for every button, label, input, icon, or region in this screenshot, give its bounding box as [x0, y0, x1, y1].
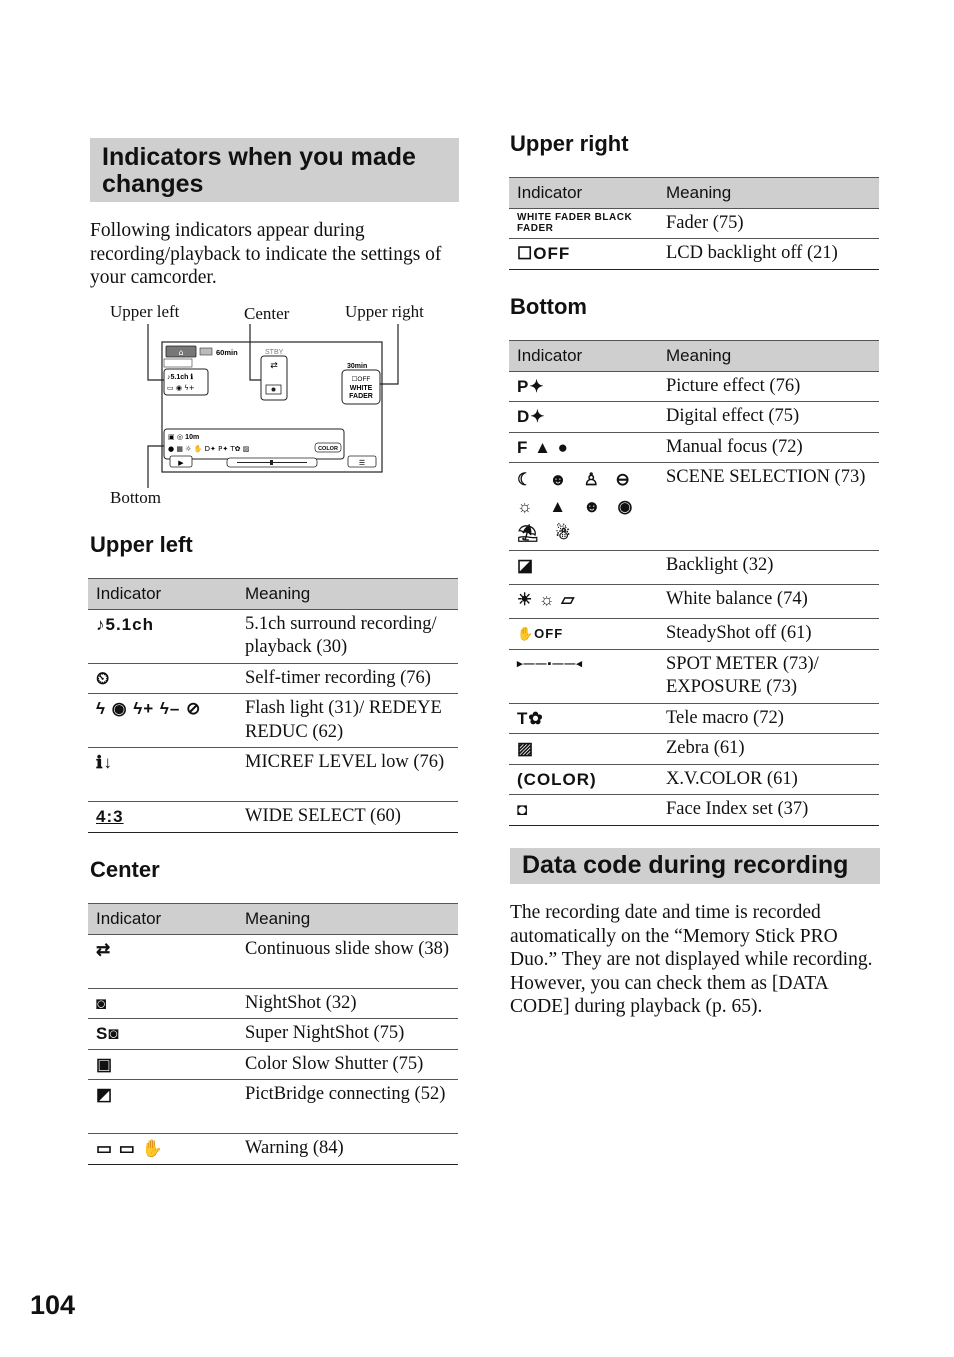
screen-fader: FADER: [349, 393, 373, 400]
col-indicator: Indicator: [509, 341, 658, 372]
indicator-icon: (COLOR): [509, 764, 658, 795]
table-row: ▣ Color Slow Shutter (75): [88, 1049, 458, 1080]
table-row: ☀ ☼ ▱ White balance (74): [509, 585, 879, 619]
indicator-icon: ☐OFF: [509, 239, 658, 270]
center-title: Center: [90, 857, 160, 882]
svg-text:♪5.1ch ℹ: ♪5.1ch ℹ: [167, 374, 194, 381]
indicator-icon: ℹ↓: [88, 748, 237, 802]
svg-text:▶: ▶: [178, 459, 184, 467]
table-row: ϟ ◉ ϟ+ ϟ– ⊘ Flash light (31)/ REDEYE REDUC (62): [88, 694, 458, 748]
camcorder-screen-illustration: [100, 296, 460, 516]
table-row: ⇄ Continuous slide show (38): [88, 934, 458, 988]
diagram-label-upper-left: Upper left: [110, 302, 180, 321]
table-row: D✦ Digital effect (75): [509, 402, 879, 433]
indicator-icon: ✋OFF: [509, 619, 658, 650]
center-table: [88, 903, 458, 1165]
bottom-table: [509, 340, 879, 826]
table-row: P✦ Picture effect (76): [509, 371, 879, 402]
col-indicator: Indicator: [88, 579, 237, 610]
diagram-label-upper-right: Upper right: [345, 302, 424, 321]
section-heading-indicators: Indicators when you made changes: [90, 138, 459, 202]
svg-text:▣ ◎ 10m: ▣ ◎ 10m: [168, 433, 200, 441]
col-meaning: Meaning: [237, 904, 458, 935]
col-meaning: Meaning: [658, 178, 879, 209]
page-number: 104: [30, 1290, 76, 1320]
indicator-icon: ⏲: [88, 663, 237, 694]
table-row: ✋OFF SteadyShot off (61): [509, 619, 879, 650]
intro-paragraph: Following indicators appear during recording/playback to indicate the settings of your camcorder.: [90, 220, 442, 288]
col-meaning: Meaning: [658, 341, 879, 372]
upper-right-title: Upper right: [510, 131, 629, 156]
table-row: ▨ Zebra (61): [509, 734, 879, 765]
table-row: (COLOR) X.V.COLOR (61): [509, 764, 879, 795]
table-row: ◪ Backlight (32): [509, 551, 879, 585]
svg-text:● ▦ ☼ ✋ D✦ P✦ T✿ ▨: ● ▦ ☼ ✋ D✦ P✦ T✿ ▨: [168, 445, 250, 453]
table-row: ◙ NightShot (32): [88, 988, 458, 1019]
screen-white: WHITE: [349, 385, 373, 392]
svg-text:☰: ☰: [358, 459, 366, 467]
svg-text:☐OFF: ☐OFF: [351, 376, 371, 383]
upper-left-title: Upper left: [90, 532, 193, 557]
screen-51ch: 5.1ch: [170, 374, 189, 381]
table-row: ◩ PictBridge connecting (52): [88, 1080, 458, 1134]
upper-left-table: [88, 578, 458, 833]
indicator-icon: ▨: [509, 734, 658, 765]
indicator-icon: D✦: [509, 402, 658, 433]
indicator-icon: ◙: [88, 988, 237, 1019]
indicator-icon: ▭ ▭ ✋: [88, 1134, 237, 1165]
indicator-icon: T✿: [509, 703, 658, 734]
upper-right-table: [509, 177, 879, 270]
indicator-icon: ◪: [509, 551, 658, 585]
table-row: S◙ Super NightShot (75): [88, 1019, 458, 1050]
table-row: ▸——▪——◂ SPOT METER (73)/ EXPOSURE (73): [509, 649, 879, 703]
indicator-icon: WHITE FADER BLACK FADER: [509, 208, 658, 239]
svg-text:⌂: ⌂: [178, 348, 184, 357]
indicator-icon: ▸——▪——◂: [509, 649, 658, 703]
indicator-icon: ◘: [509, 795, 658, 826]
svg-text:▭ ◉ ϟ+: ▭ ◉ ϟ+: [167, 384, 195, 392]
table-row: ♪5.1ch 5.1ch surround recording/ playback (30): [88, 609, 458, 663]
indicator-icon: ▣: [88, 1049, 237, 1080]
table-row: ℹ↓ MICREF LEVEL low (76): [88, 748, 458, 802]
indicator-icon: ☀ ☼ ▱: [509, 585, 658, 619]
table-row: 4:3 WIDE SELECT (60): [88, 802, 458, 833]
indicator-icon: ♪5.1ch: [88, 609, 237, 663]
indicator-icon: ◩: [88, 1080, 237, 1134]
screen-30min: 30min: [347, 363, 368, 370]
table-row: ▭ ▭ ✋ Warning (84): [88, 1134, 458, 1165]
col-meaning: Meaning: [237, 579, 458, 610]
col-indicator: Indicator: [509, 178, 658, 209]
table-row: ◘ Face Index set (37): [509, 795, 879, 826]
screen-60min: 60min: [216, 348, 238, 357]
diagram-label-bottom: Bottom: [110, 488, 162, 507]
screen-diagram: [100, 296, 460, 516]
col-indicator: Indicator: [88, 904, 237, 935]
table-row: ⏲ Self-timer recording (76): [88, 663, 458, 694]
diagram-label-center: Center: [244, 304, 290, 323]
indicator-icon: F ▲ ●: [509, 432, 658, 463]
bottom-title: Bottom: [510, 294, 587, 319]
indicator-icon: ☾ ☻ ♙ ⊖ ☼ ▲ ☻ ◉ ⛱ ☃: [509, 463, 658, 551]
screen-color: COLOR: [318, 446, 338, 452]
indicator-icon: S◙: [88, 1019, 237, 1050]
table-row: WHITE FADER BLACK FADER Fader (75): [509, 208, 879, 239]
table-row: ☐OFF LCD backlight off (21): [509, 239, 879, 270]
indicator-icon: P✦: [509, 371, 658, 402]
svg-text:⇄: ⇄: [270, 361, 278, 371]
indicator-icon: ϟ ◉ ϟ+ ϟ– ⊘: [88, 694, 237, 748]
indicator-icon: ⇄: [88, 934, 237, 988]
indicator-icon: 4:3: [88, 802, 237, 833]
screen-stby: STBY: [265, 349, 284, 356]
data-code-paragraph: The recording date and time is recorded automatically on the “Memory Stick PRO Duo.” They are not displayed while recording. However, you can check them as [DATA CODE] during playback (p. 65).: [510, 902, 873, 1017]
table-row: T✿ Tele macro (72): [509, 703, 879, 734]
section-heading-data-code: Data code during recording: [510, 848, 880, 884]
table-row: ☾ ☻ ♙ ⊖ ☼ ▲ ☻ ◉ ⛱ ☃ SCENE SELECTION (73): [509, 463, 879, 551]
table-row: F ▲ ● Manual focus (72): [509, 432, 879, 463]
screen-10m: 10m: [185, 434, 200, 441]
